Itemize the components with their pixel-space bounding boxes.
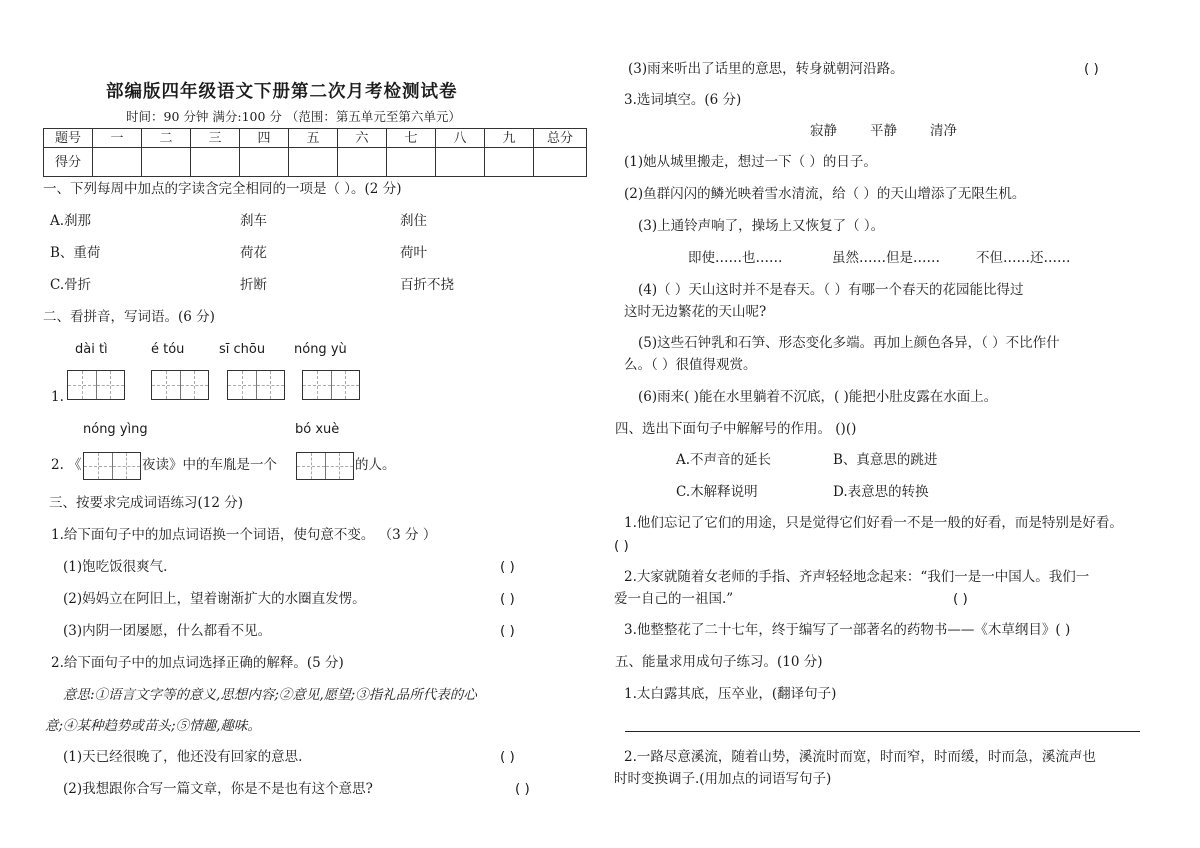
- score-header-cell: 八: [436, 129, 485, 148]
- question-text: 夜读》中的车胤是一个: [142, 457, 277, 473]
- exam-info: 时间：90 分钟 满分:100 分 （范围：第五单元至第六单元）: [126, 109, 461, 124]
- score-cell[interactable]: [289, 148, 338, 177]
- pinyin: dài tì: [75, 342, 108, 357]
- pinyin: sī chōu: [219, 342, 266, 357]
- score-table: [43, 128, 587, 177]
- option-text: 折断: [240, 277, 267, 293]
- question-item: 1.他们忘记了它们的用途，只是觉得它们好看一不是一般的好看，而是特别是好看。: [624, 515, 1123, 531]
- section-3-title: 三、按要求完成词语练习(12 分): [49, 495, 244, 511]
- question-item: 2.一路尽意溪流，随着山势，溪流时而宽，时而窄，时而缓，时而急，溪流声也: [624, 749, 1096, 765]
- writing-box[interactable]: [296, 452, 354, 480]
- answer-paren[interactable]: ( ): [614, 538, 629, 554]
- question-text: 3.选词填空。(6 分): [624, 92, 742, 108]
- question-text: 2.给下面句子中的加点词选择正确的解释。(5 分): [51, 655, 344, 671]
- word-choice: 平静: [870, 123, 897, 139]
- score-header-cell: 三: [191, 129, 240, 148]
- score-cell[interactable]: [485, 148, 534, 177]
- option-text: 刹车: [240, 213, 267, 229]
- question-item: 么。（ ）很值得观赏。: [624, 357, 757, 373]
- answer-paren[interactable]: ( ): [953, 591, 968, 607]
- section-2-title: 二、看拼音，写词语。(6 分): [43, 309, 215, 325]
- question-item: (6)雨来( )能在水里躺着不沉底，( )能把小肚皮露在水面上。: [638, 389, 998, 405]
- question-item: (2)妈妈立在阿旧上，望着谢渐扩大的水圈直发愣。: [63, 591, 366, 607]
- word-choice: 清净: [930, 123, 957, 139]
- answer-line[interactable]: [625, 731, 1140, 732]
- section-1-title: 一、下列每周中加点的字读含完全相同的一项是（ ）。(2 分): [43, 181, 402, 197]
- question-item: (5)这些石钟乳和石笋、形态变化多端。再加上颜色各异，（ ）不比作什: [638, 335, 1060, 351]
- writing-box[interactable]: [302, 370, 360, 400]
- word-choice: 寂静: [810, 123, 837, 139]
- score-cell[interactable]: [142, 148, 191, 177]
- option-text: 荷叶: [400, 245, 427, 261]
- option-text: A.不声音的延长: [676, 452, 772, 468]
- score-header-cell: 九: [485, 129, 534, 148]
- score-cell[interactable]: [534, 148, 587, 177]
- score-cell[interactable]: [338, 148, 387, 177]
- score-cell[interactable]: [240, 148, 289, 177]
- question-item: (3)内阴一团屡愿，什么都看不见。: [63, 623, 272, 639]
- option-text: B、真意思的跳进: [833, 452, 938, 468]
- question-number: 1.: [51, 389, 64, 405]
- question-text: 2. 《: [51, 457, 82, 473]
- question-item: (4)（ ）天山这时并不是春天。（ ）有哪一个春天的花园能比得过: [638, 282, 1024, 298]
- answer-paren[interactable]: ( ): [500, 591, 515, 607]
- conjunction-choice: 即使……也……: [688, 250, 783, 266]
- answer-paren[interactable]: ( ): [500, 623, 515, 639]
- pinyin: nóng yù: [294, 342, 347, 357]
- conjunction-choice: 虽然……但是……: [832, 250, 940, 266]
- question-item: 这时无边繁花的天山呢?: [624, 304, 767, 320]
- question-item: 1.太白露其底，压卒业，(翻译句子): [624, 686, 837, 702]
- question-item: 3.他整整花了二十七年，终于编写了一部著名的药物书——《木草纲目》( ): [624, 622, 1071, 638]
- score-header-cell: 七: [387, 129, 436, 148]
- score-header-cell: 四: [240, 129, 289, 148]
- pinyin: é tóu: [151, 342, 185, 357]
- score-header-cell: 总分: [534, 129, 587, 148]
- page-title: 部编版四年级语文下册第二次月考检测试卷: [106, 82, 458, 102]
- pinyin: bó xuè: [295, 422, 340, 437]
- option-text: C.木解释说明: [676, 484, 758, 500]
- score-header-cell: 一: [93, 129, 142, 148]
- answer-paren[interactable]: ( ): [500, 559, 515, 575]
- question-text: 的人。: [355, 457, 396, 473]
- score-header-cell: 题号: [44, 129, 93, 148]
- option-text: B、重荷: [50, 245, 101, 261]
- option-text: 百折不挠: [400, 277, 454, 293]
- question-text: 1.给下面句子中的加点词语换一个词语，使句意不变。 （3 分 ）: [51, 527, 437, 543]
- score-row-label: 得分: [44, 148, 93, 177]
- score-cell[interactable]: [436, 148, 485, 177]
- pinyin: nóng yìng: [83, 422, 148, 437]
- meaning-text: 意;④某种趋势或苗头;⑤情趣,趣味。: [45, 718, 261, 734]
- score-header-cell: 二: [142, 129, 191, 148]
- writing-box[interactable]: [151, 370, 209, 400]
- writing-box[interactable]: [83, 452, 141, 480]
- option-text: D.表意思的转换: [833, 484, 929, 500]
- score-header-cell: 五: [289, 129, 338, 148]
- section-5-title: 五、能量求用成句子练习。(10 分): [615, 654, 823, 670]
- option-text: 刹住: [400, 213, 427, 229]
- option-text: A.刹那: [50, 213, 92, 229]
- score-cell[interactable]: [387, 148, 436, 177]
- answer-paren[interactable]: ( ): [515, 781, 530, 797]
- meaning-text: 意思:①语言文字等的意义,思想内容;②意见,愿望;③指礼品所代表的心: [63, 687, 477, 703]
- writing-box[interactable]: [67, 370, 125, 400]
- question-item: (2)鱼群闪闪的鳞光映着雪水清流，给（ ）的天山增添了无限生机。: [624, 186, 1026, 202]
- question-item: (3)上通铃声响了，操场上又恢复了（ ）。: [638, 218, 885, 234]
- question-item: 爱一自己的一祖国.”: [614, 591, 734, 607]
- question-item: 2.大家就随着女老师的手指、齐声轻轻地念起来：“我们一是一中国人。我们一: [624, 569, 1090, 585]
- score-header-cell: 六: [338, 129, 387, 148]
- score-cell[interactable]: [93, 148, 142, 177]
- question-item: (1)天已经很晚了，他还没有回家的意思.: [63, 749, 303, 765]
- question-item: 时时变换调子.(用加点的词语写句子): [614, 771, 832, 787]
- writing-box[interactable]: [227, 370, 285, 400]
- score-cell[interactable]: [191, 148, 240, 177]
- option-text: 荷花: [240, 245, 267, 261]
- conjunction-choice: 不但……还……: [976, 250, 1071, 266]
- question-item: (2)我想跟你合写一篇文章，你是不是也有这个意思?: [63, 781, 373, 797]
- question-item: (1)她从城里搬走，想过一下（ ）的日子。: [624, 154, 877, 170]
- question-item: (1)饱吃饭很爽气.: [63, 559, 168, 575]
- answer-paren[interactable]: ( ): [500, 749, 515, 765]
- section-4-title: 四、选出下面句子中解解号的作用。 ()(): [615, 421, 857, 437]
- answer-paren[interactable]: ( ): [1084, 61, 1099, 77]
- option-text: C.骨折: [50, 277, 92, 293]
- question-item: (3)雨来听出了话里的意思，转身就朝河沿路。: [628, 61, 904, 77]
